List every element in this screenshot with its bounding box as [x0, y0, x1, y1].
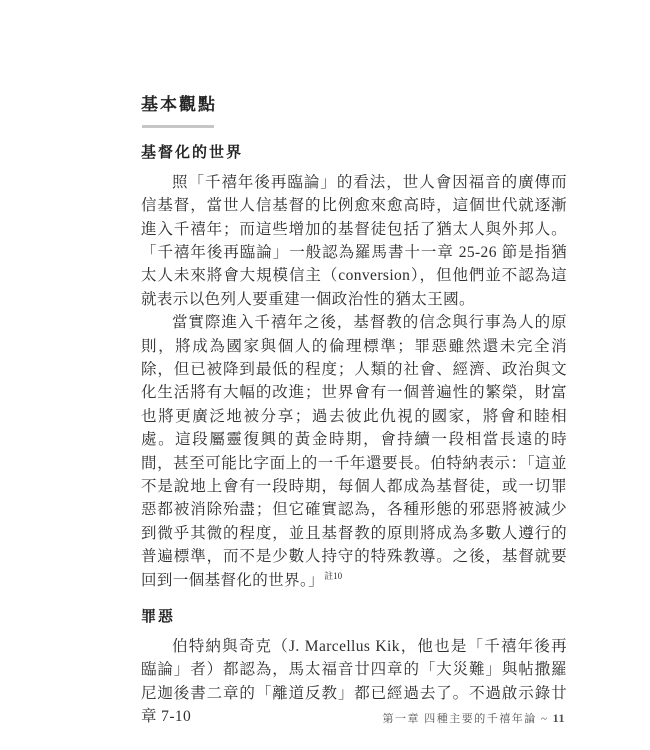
page-footer — [382, 710, 565, 726]
footer-chapter-title: 第一章 四種主要的千禧年論 — [382, 713, 537, 725]
paragraph-1: 照「千禧年後再臨論」的看法，世人會因福音的廣傳而信基督，當世人信基督的比例愈來愈高時，這個世代就逐漸進入千禧年；而這些增加的基督徒包括了猶太人與外邦人。「千禧年後再臨論」一般認為羅馬書十一章 25-26 節是指猶太人未來將會大規模信主（conversion），但他們並不認為這就表示以色列人要重建一個政治性的猶太王國。 — [141, 173, 567, 308]
heading-divider — [142, 125, 214, 128]
footer-separator: ~ — [540, 713, 549, 725]
paragraph-2 — [141, 311, 567, 592]
page-content — [141, 96, 567, 729]
subsection-heading-christianized-world: 基督化的世界 — [141, 143, 244, 161]
footer-page-number: 11 — [552, 711, 565, 725]
footnote-ref: 註10 — [324, 570, 343, 581]
section-heading: 基本觀點 — [141, 95, 217, 114]
subsection-heading-sin: 罪惡 — [141, 608, 176, 625]
paragraph-3: 伯特納與奇克（J. Marcellus Kik，他也是「千禧年後再臨論」者）都認為，馬太福音廿四章的「大災難」與帖撒羅尼迦後書二章的「離道反教」都已經過去了。不過啟示錄廿章 7-10 — [141, 638, 567, 726]
paragraph-2-text: 當實際進入千禧年之後，基督教的信念與行事為人的原則，將成為國家與個人的倫理標準；罪惡雖然還未完全消除，但已被降到最低的程度；人類的社會、經濟、政治與文化生活將有大幅的改進；世界會有一個普遍性的繁榮，財富也將更廣泛地被分享；過去彼此仇視的國家，將會和睦相處。這段屬靈復興的黃金時期，會持續一段相當長遠的時間，甚至可能比字面上的一千年還要長。伯特納表示：「這並不是說地上會有一段時期，每個人都成為基督徒，或一切罪惡都被消除殆盡；但它確實認為，各種形態的邪惡將被減少到微乎其微的程度，並且基督教的原則將成為多數人遵行的普遍標準，而不是少數人持守的特殊教導。之後，基督就要回到一個基督化的世界。」 — [141, 314, 567, 589]
